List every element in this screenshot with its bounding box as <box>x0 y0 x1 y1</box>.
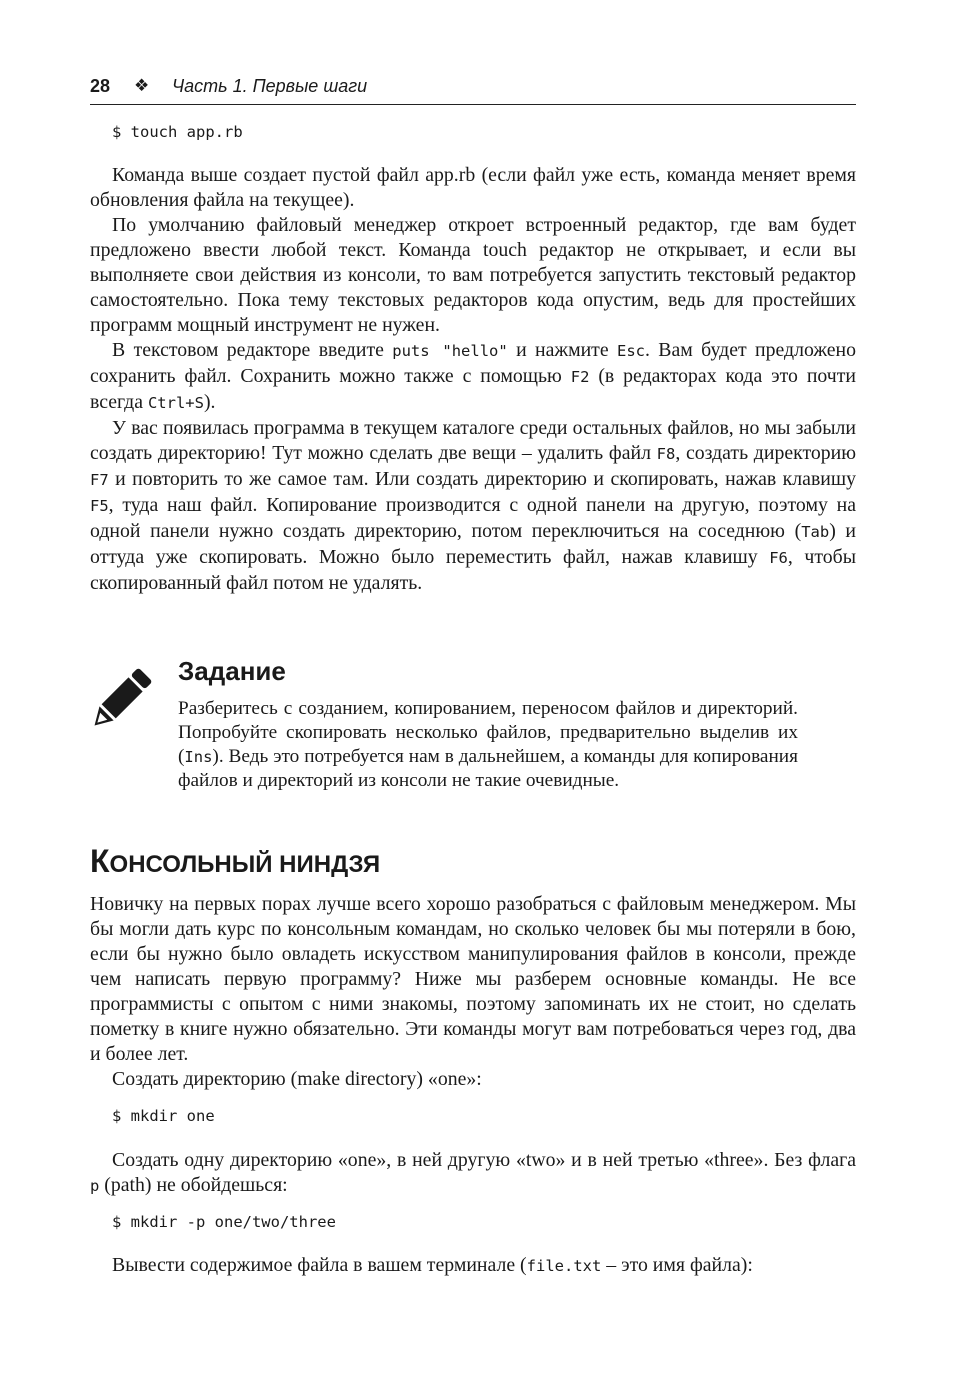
page-number: 28 <box>90 76 111 96</box>
paragraph: Создать одну директорию «one», в ней другую «two» и в ней третью «three». Без флага p (path) не обойдешься: <box>90 1149 856 1196</box>
body-text-bottom <box>90 1253 856 1279</box>
flag-p: p <box>90 1177 100 1195</box>
code-mkdir: $ mkdir one <box>112 1107 215 1125</box>
inline-code-filename: file.txt <box>526 1257 602 1275</box>
paragraph: У вас появилась программа в текущем каталоге среди остальных файлов, но мы забыли создать директорию! Тут можно сделать две вещи – удалить файл F8, создать директорию F7 и повторить то же самое там. Или создать директорию и скопировать, нажав клавишу F5, туда наш файл. Копирование производится с одной панели на другую, поэтому на одной панели нужно создать директорию, потом переключиться на соседнюю (Tab) и оттуда уже скопировать. Можно было переместить файл, нажав клавишу F6, чтобы скопированный файл потом не удалять. <box>90 417 857 594</box>
paragraph: Вывести содержимое файла в вашем терминале (file.txt – это имя файла): <box>112 1254 753 1276</box>
paragraph: По умолчанию файловый менеджер откроет встроенный редактор, где вам будет предложено ввести любой текст. Команда touch редактор не открывает, и если вы выполняете свои действия из консоли, то вам потребуется запустить текстовый редактор самостоятельно. Пока тему текстовых редакторов кода опустим, ведь для простейших программ мощный инструмент не нужен. <box>90 214 856 336</box>
pencil-icon <box>84 664 156 736</box>
paragraph: Новичку на первых порах лучше всего хорошо разобраться с файловым менеджером. Мы бы могли дать курс по консольным командам, но сколько человек бы мы потеряли в бою, если бы нужно было овладеть искусством манипулирования файлов в консоли, прежде чем написать первую программу? Ниже мы разберем основные команды. Не все программисты с опытом с ними знакомы, поэтому запоминать их не стоит, но сделать пометку в книге нужно обязательно. Эти команды могут вам потребоваться через год, два и более лет. <box>90 893 856 1065</box>
body-text-section <box>90 892 856 1092</box>
key-f7: F7 <box>90 471 109 489</box>
page-header <box>90 74 856 105</box>
body-text-flag <box>90 1148 856 1199</box>
key-ctrl-s: Ctrl+S <box>147 394 204 412</box>
task-text: Разберитесь с созданием, копированием, переносом файлов и директорий. Попробуйте скопировать несколько файлов, предварительно выделив их (Ins). Ведь это потребуется нам в дальнейшем, а команды для копирования файлов и директорий из консоли не такие очевидные. <box>178 698 798 791</box>
paragraph: Создать директорию (make directory) «one»: <box>112 1068 482 1090</box>
task-title: Задание <box>178 656 286 686</box>
inline-code: puts "hello" <box>392 342 508 360</box>
key-tab: Tab <box>801 523 830 541</box>
paragraph: Команда выше создает пустой файл app.rb (если файл уже есть, команда меняет время обновления файла на текущее). <box>90 164 856 211</box>
section-heading: КОНСОЛЬНЫЙ НИНДЗЯ <box>90 843 381 879</box>
chapter-title: Часть 1. Первые шаги <box>172 76 368 96</box>
key-f6: F6 <box>769 549 788 567</box>
key-f5: F5 <box>90 497 109 515</box>
key-ins: Ins <box>184 748 213 766</box>
code-mkdir-p: $ mkdir -p one/two/three <box>112 1213 336 1231</box>
ornament-icon: ❖ <box>134 76 150 95</box>
code-touch: $ touch app.rb <box>112 123 243 141</box>
key-f8: F8 <box>656 445 676 463</box>
key-f2: F2 <box>570 368 590 386</box>
paragraph: В текстовом редакторе введите puts "hello" и нажмите Esc. Вам будет предложено сохранить файл. Сохранить можно также с помощью F2 (в редакторах кода это почти всегда Ctrl+S). <box>90 339 857 413</box>
body-text-top <box>90 163 856 596</box>
key-esc: Esc <box>616 342 645 360</box>
